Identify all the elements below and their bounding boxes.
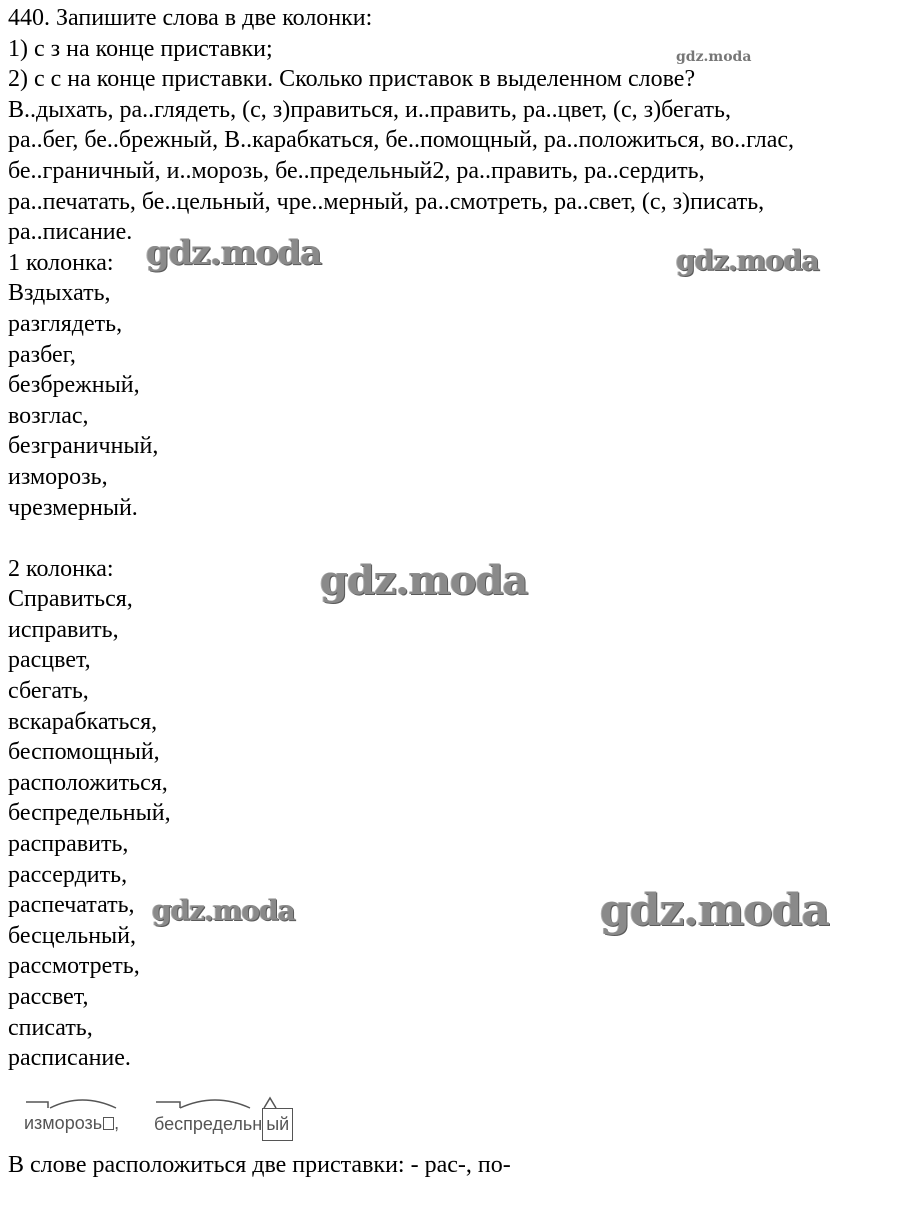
morpheme-word-1: изморозь ,: [24, 1113, 120, 1133]
watermark: gdz.moda: [676, 244, 819, 277]
column-2-word: расправить,: [8, 831, 129, 858]
watermark: gdz.moda: [152, 894, 295, 927]
watermark: gdz.moda: [600, 885, 830, 936]
exercise-item-1: 1) с з на конце приставки;: [8, 35, 273, 62]
watermark: gdz.moda: [676, 49, 752, 65]
column-2-word: беспомощный,: [8, 739, 160, 766]
column-2-word: списать,: [8, 1014, 93, 1041]
column-1-word: изморозь,: [8, 463, 108, 490]
column-2-word: рассердить,: [8, 861, 128, 888]
column-2-word: вскарабкаться,: [8, 708, 158, 735]
morpheme-word-2: беспредельн ый: [154, 1108, 293, 1141]
word-list-line: ра..печатать, бе..цельный, чре..мерный, ра..смотреть, ра..свет, (с, з)писать,: [8, 188, 765, 215]
word-list-line: В..дыхать, ра..глядеть, (с, з)правиться, и..править, ра..цвет, (с, з)бегать,: [8, 96, 731, 123]
column-1-word: безграничный,: [8, 433, 159, 460]
column-1-word: разглядеть,: [8, 310, 123, 337]
column-2-word: беспредельный,: [8, 800, 171, 827]
column-1-word: безбрежный,: [8, 372, 140, 399]
conclusion-text: В слове расположиться две приставки: - рас-, по-: [8, 1152, 511, 1178]
column-1-word: Вздыхать,: [8, 280, 111, 307]
exercise-header: 440. Запишите слова в две колонки:: [8, 5, 373, 31]
column-2-word: сбегать,: [8, 678, 89, 705]
blank-line: [8, 523, 898, 554]
column-2-word: распечатать,: [8, 892, 135, 919]
column-2-word: Справиться,: [8, 586, 133, 613]
watermark: gdz.moda: [320, 557, 528, 604]
watermark: gdz.moda: [146, 233, 322, 273]
column-2-word: бесцельный,: [8, 922, 137, 949]
column-2-word: рассвет,: [8, 984, 89, 1010]
column-2-title: 2 колонка:: [8, 555, 114, 582]
column-1-word: возглас,: [8, 402, 89, 429]
zero-ending-box: [103, 1117, 114, 1130]
word-list-line: ра..писание.: [8, 219, 133, 246]
column-2-word: расцвет,: [8, 647, 91, 674]
ending-box: ый: [262, 1108, 293, 1141]
column-2-word: расположиться,: [8, 769, 168, 796]
column-2-word: исправить,: [8, 616, 119, 643]
word-list-line: бе..граничный, и..морозь, бе..предельный2, ра..править, ра..сердить,: [8, 157, 705, 184]
column-2-word: рассмотреть,: [8, 953, 140, 980]
word-list-line: ра..бег, бе..брежный, В..карабкаться, бе..помощный, ра..положиться, во..глас,: [8, 127, 795, 154]
column-1-title: 1 колонка:: [8, 249, 114, 276]
column-2-word: расписание.: [8, 1045, 131, 1072]
column-1-word: чрезмерный.: [8, 494, 138, 521]
column-1-word: разбег,: [8, 341, 76, 368]
exercise-item-2: 2) с с на конце приставки. Сколько приставок в выделенном слове?: [8, 66, 696, 93]
